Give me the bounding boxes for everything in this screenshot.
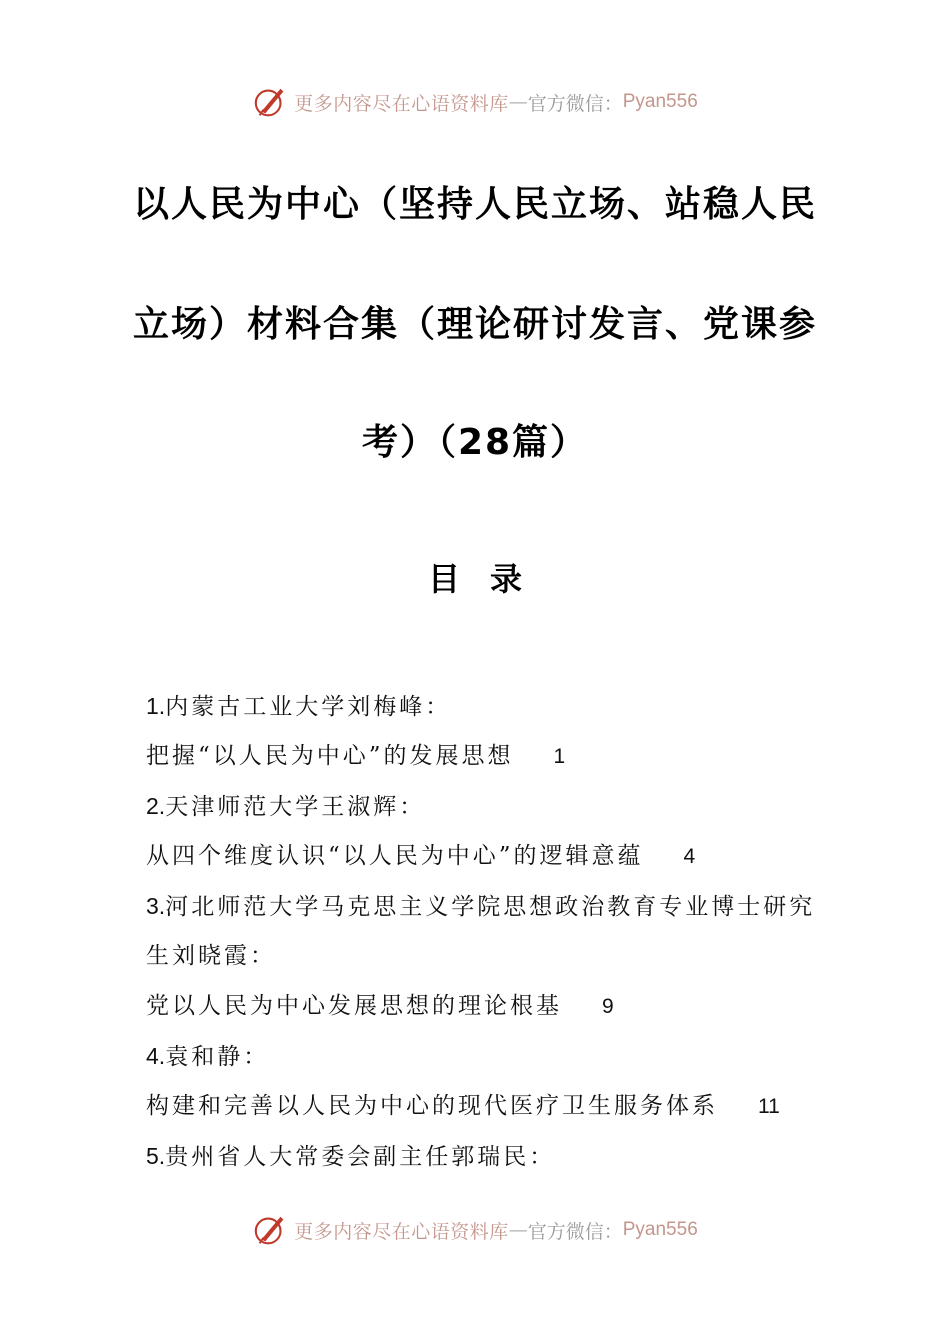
toc-entry-number: 3. (146, 893, 166, 919)
toc-entry-author (146, 786, 846, 836)
document-title-line-2: 立场）材料合集（理论研讨发言、党课参 (132, 304, 817, 345)
toc-entry-page: 9 (602, 995, 614, 1018)
toc-entry-author (146, 686, 846, 736)
document-title-line-3: 考）（28篇） (361, 422, 589, 463)
toc-entry-title-text: 党以人民为中心发展思想的理论根基 (146, 993, 562, 1019)
toc-entry-title[interactable] (146, 986, 846, 1036)
watermark-site-text: 更多内容尽在心语资料库 (294, 92, 509, 115)
toc-entry-author-text: 河北师范大学马克思主义学院思想政治教育专业博士研究 (165, 894, 816, 920)
watermark-wechat-label: 官方微信： (527, 92, 623, 115)
watermark-separator: — (508, 1219, 528, 1241)
toc-entry-title[interactable] (146, 1086, 846, 1136)
toc-entry-title-text: 把握“以人民为中心”的发展思想 (146, 743, 514, 769)
toc-entry-author (146, 1136, 846, 1186)
toc-entry-author-text: 贵州省人大常委会副主任郭瑞民： (165, 1144, 556, 1170)
toc-heading: 目录 (427, 560, 552, 598)
toc-entry-number: 4. (146, 1043, 166, 1069)
quill-pen-logo-icon (252, 83, 290, 121)
toc-entry-author-text: 内蒙古工业大学刘梅峰： (165, 694, 452, 720)
toc-entry-page: 1 (553, 745, 566, 768)
toc-entry-author (146, 1036, 846, 1086)
watermark-separator: — (508, 91, 528, 113)
toc-entry-author-text: 袁和静： (165, 1044, 270, 1070)
toc-entry-number: 1. (146, 693, 166, 719)
document-title-line-1: 以人民为中心（坚持人民立场、站稳人民 (132, 184, 817, 225)
toc-entry-page: 4 (683, 845, 696, 868)
toc-entry-title[interactable] (146, 736, 846, 786)
toc-entry-author-text: 生刘晓霞： (146, 943, 276, 969)
toc-entry-number: 2. (146, 793, 166, 819)
watermark-site-text: 更多内容尽在心语资料库 (294, 1220, 509, 1243)
watermark-wechat-id: Pyan556 (622, 1219, 698, 1240)
quill-pen-logo-icon (252, 1211, 290, 1249)
toc-entry-page: 11 (758, 1095, 780, 1118)
toc-entry-author-text: 天津师范大学王淑辉： (165, 794, 426, 820)
toc-entry-number: 5. (146, 1143, 166, 1169)
toc-entry-title-text: 从四个维度认识“以人民为中心”的逻辑意蕴 (146, 843, 644, 869)
watermark-banner-bottom (0, 1210, 950, 1250)
toc-entry-author (146, 886, 846, 936)
toc-entry-title-text: 构建和完善以人民为中心的现代医疗卫生服务体系 (146, 1093, 718, 1119)
table-of-contents (146, 686, 846, 1186)
toc-entry-title[interactable] (146, 836, 846, 886)
watermark-wechat-id: Pyan556 (622, 91, 698, 112)
watermark-banner-top (0, 82, 950, 122)
watermark-wechat-label: 官方微信： (527, 1220, 623, 1243)
toc-entry-author-continued (146, 936, 846, 986)
